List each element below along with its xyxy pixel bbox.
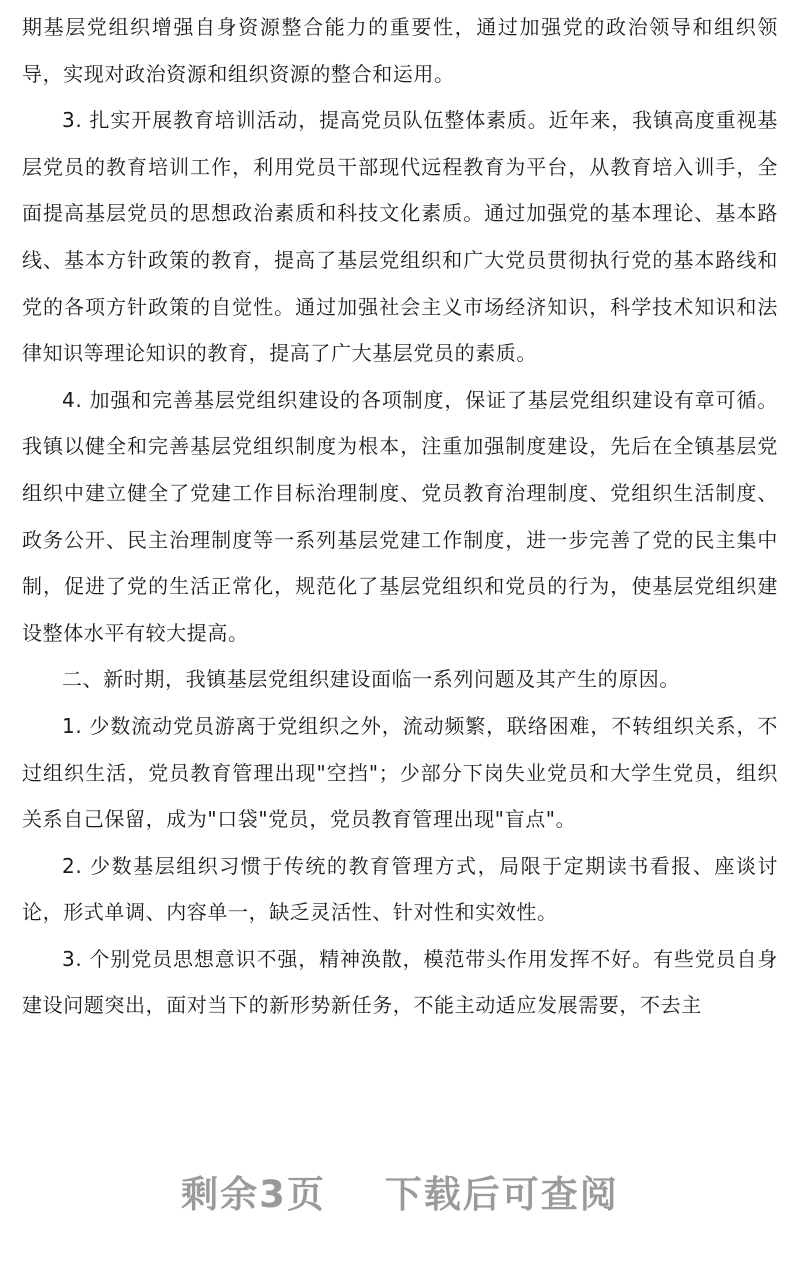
download-prompt[interactable]: [0, 1164, 800, 1218]
download-to-view-label: 下载后可查阅: [384, 1173, 619, 1216]
paragraph-continuation: 期基层党组织增强自身资源整合能力的重要性，通过加强党的政治领导和组织领导，实现对政治资源和组织资源的整合和运用。: [22, 15, 778, 86]
paragraph-problem-3: 3. 个别党员思想意识不强，精神涣散，模范带头作用发挥不好。有些党员自身建设问题突出，面对当下的新形势新任务，不能主动适应发展需要，不去主: [22, 946, 778, 1018]
paragraph-item-3-training: 3. 扎实开展教育培训活动，提高党员队伍整体素质。近年来，我镇高度重视基层党员的教育培训工作，利用党员干部现代远程教育为平台，从教育培入训手，全面提高基层党员的思想政治素质和科技文化素质。通过加强党的基本理论、基本路线、基本方针政策的教育，提高了基层党组织和广大党员贯彻执行党的基本路线和党的各项方针政策的自觉性。通过加强社会主义市场经济知识，科学技术知识和法律知识等理论知识的教育，提高了广大基层党员的素质。: [22, 108, 778, 366]
section-heading-two: 二、新时期，我镇基层党组织建设面临一系列问题及其产生的原因。: [62, 667, 680, 692]
document-body: [22, 4, 778, 1029]
paragraph-item-4-system: 4. 加强和完善基层党组织建设的各项制度，保证了基层党组织建设有章可循。我镇以健全和完善基层党组织制度为根本，注重加强制度建设，先后在全镇基层党组织中建立健全了党建工作目标治理制度、党员教育治理制度、党组织生活制度、政务公开、民主治理制度等一系列基层党建工作制度，进一步完善了党的民主集中制，促进了党的生活正常化，规范化了基层党组织和党员的行为，使基层党组织建设整体水平有较大提高。: [22, 387, 778, 645]
remaining-pages-label: 剩余3页: [181, 1173, 326, 1216]
paragraph-problem-1: 1. 少数流动党员游离于党组织之外，流动频繁，联络困难，不转组织关系，不过组织生活，党员教育管理出现"空挡"；少部分下岗失业党员和大学生党员，组织关系自己保留，成为"口袋"党员，党员教育管理出现"盲点"。: [22, 713, 778, 832]
paragraph-problem-2: 2. 少数基层组织习惯于传统的教育管理方式，局限于定期读书看报、座谈讨论，形式单调、内容单一，缺乏灵活性、针对性和实效性。: [22, 853, 778, 925]
